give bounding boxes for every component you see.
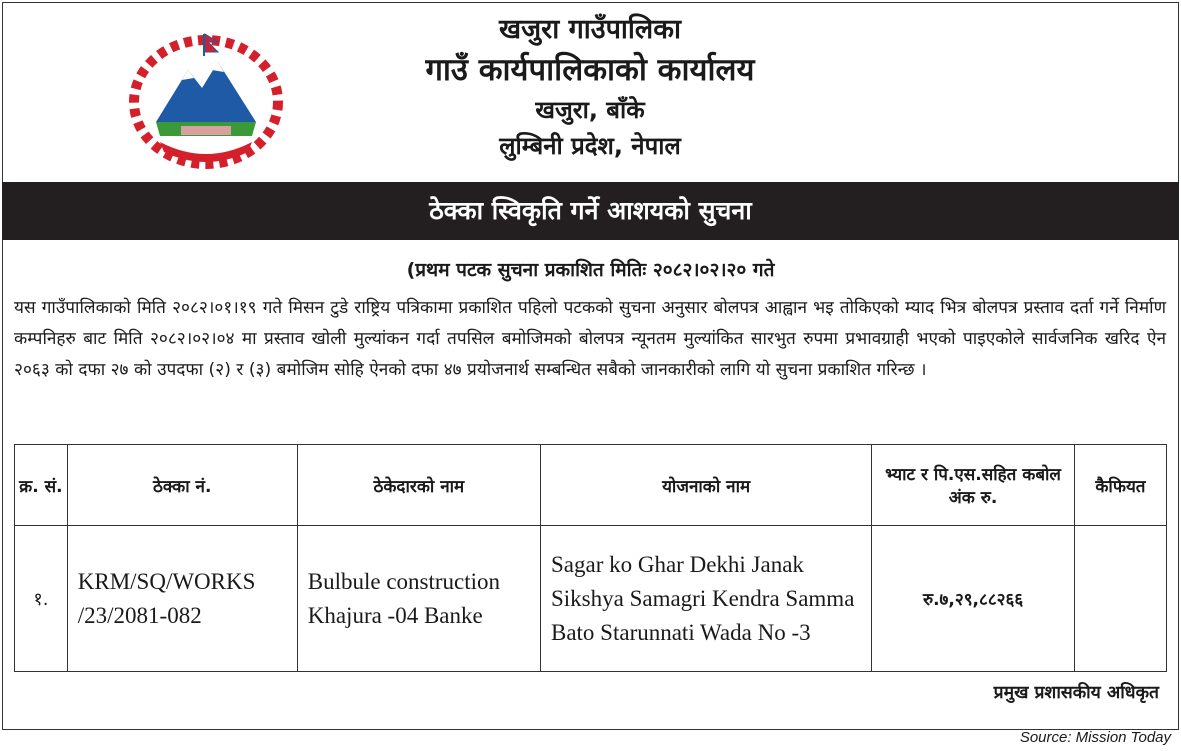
cell-contract-no: KRM/SQ/WORKS /23/2081-082 [67, 526, 297, 672]
tender-table [14, 444, 1167, 672]
notice-title-banner: ठेक्का स्विकृति गर्ने आशयको सुचना [2, 182, 1179, 240]
table-header-row [15, 445, 1167, 526]
cell-contractor: Bulbule construction Khajura -04 Banke [297, 526, 540, 672]
header-remarks: कैफियत [1074, 445, 1166, 526]
office-location: खजुरा, बाँके [535, 96, 645, 124]
cell-amount: रु.७,२९,८८२६६ [872, 526, 1075, 672]
header-contract-no: ठेक्का नं. [67, 445, 297, 526]
notice-body: यस गाउँपालिकाको मिति २०८२।०१।१९ गते मिसन टुडे राष्ट्रिय पत्रिकामा प्रकाशित पहिलो पटकको सुचना अनुसार बोलपत्र आह्वान भइ तोकिएको म्याद भित्र बोलपत्र प्रस्ताव दर्ता गर्ने निर्माण कम्पनिहरु बाट मिति २०८२।०२।०४ मा प्रस्ताव खोली मुल्यांकन गर्दा तपसिल बमोजिमको बोलपत्र न्यूनतम मुल्यांकित सारभुत रुपमा प्रभावग्राही भएको पाइएकोले सार्वजनिक खरिद ऐन २०६३ को दफा २७ को उपदफा (२) र (३) बमोजिम सोहि ऐनको दफा ४७ प्रयोजनार्थ सम्बन्धित सबैको जानकारीको लागि यो सुचना प्रकाशित गरिन्छ । [14, 298, 1166, 380]
table-row [15, 526, 1167, 672]
header-sn: क्र. सं. [15, 445, 68, 526]
publication-date-line: (प्रथम पटक सुचना प्रकाशित मितिः २०८२।०२।२० गते [406, 259, 775, 281]
cell-project: Sagar ko Ghar Dekhi Janak Sikshya Samagri Kendra Samma Bato Starunnati Wada No -3 [540, 526, 871, 672]
signature-title: प्रमुख प्रशासकीय अधिकृत [993, 683, 1159, 703]
office-header [300, 12, 880, 164]
cell-sn: १. [15, 526, 68, 672]
header-contractor: ठेकेदारको नाम [297, 445, 540, 526]
source-credit: Source: Mission Today [1019, 729, 1171, 746]
nepal-emblem-icon [126, 30, 286, 170]
header-amount: भ्याट र पि.एस.सहित कबोल अंक रु. [872, 445, 1075, 526]
cell-remarks [1074, 526, 1166, 672]
office-name: गाउँ कार्यपालिकाको कार्यालय [425, 52, 755, 88]
province-name: लुम्बिनी प्रदेश, नेपाल [499, 132, 681, 160]
header-project: योजनाको नाम [540, 445, 871, 526]
municipality-name: खजुरा गाउँपालिका [499, 14, 681, 45]
